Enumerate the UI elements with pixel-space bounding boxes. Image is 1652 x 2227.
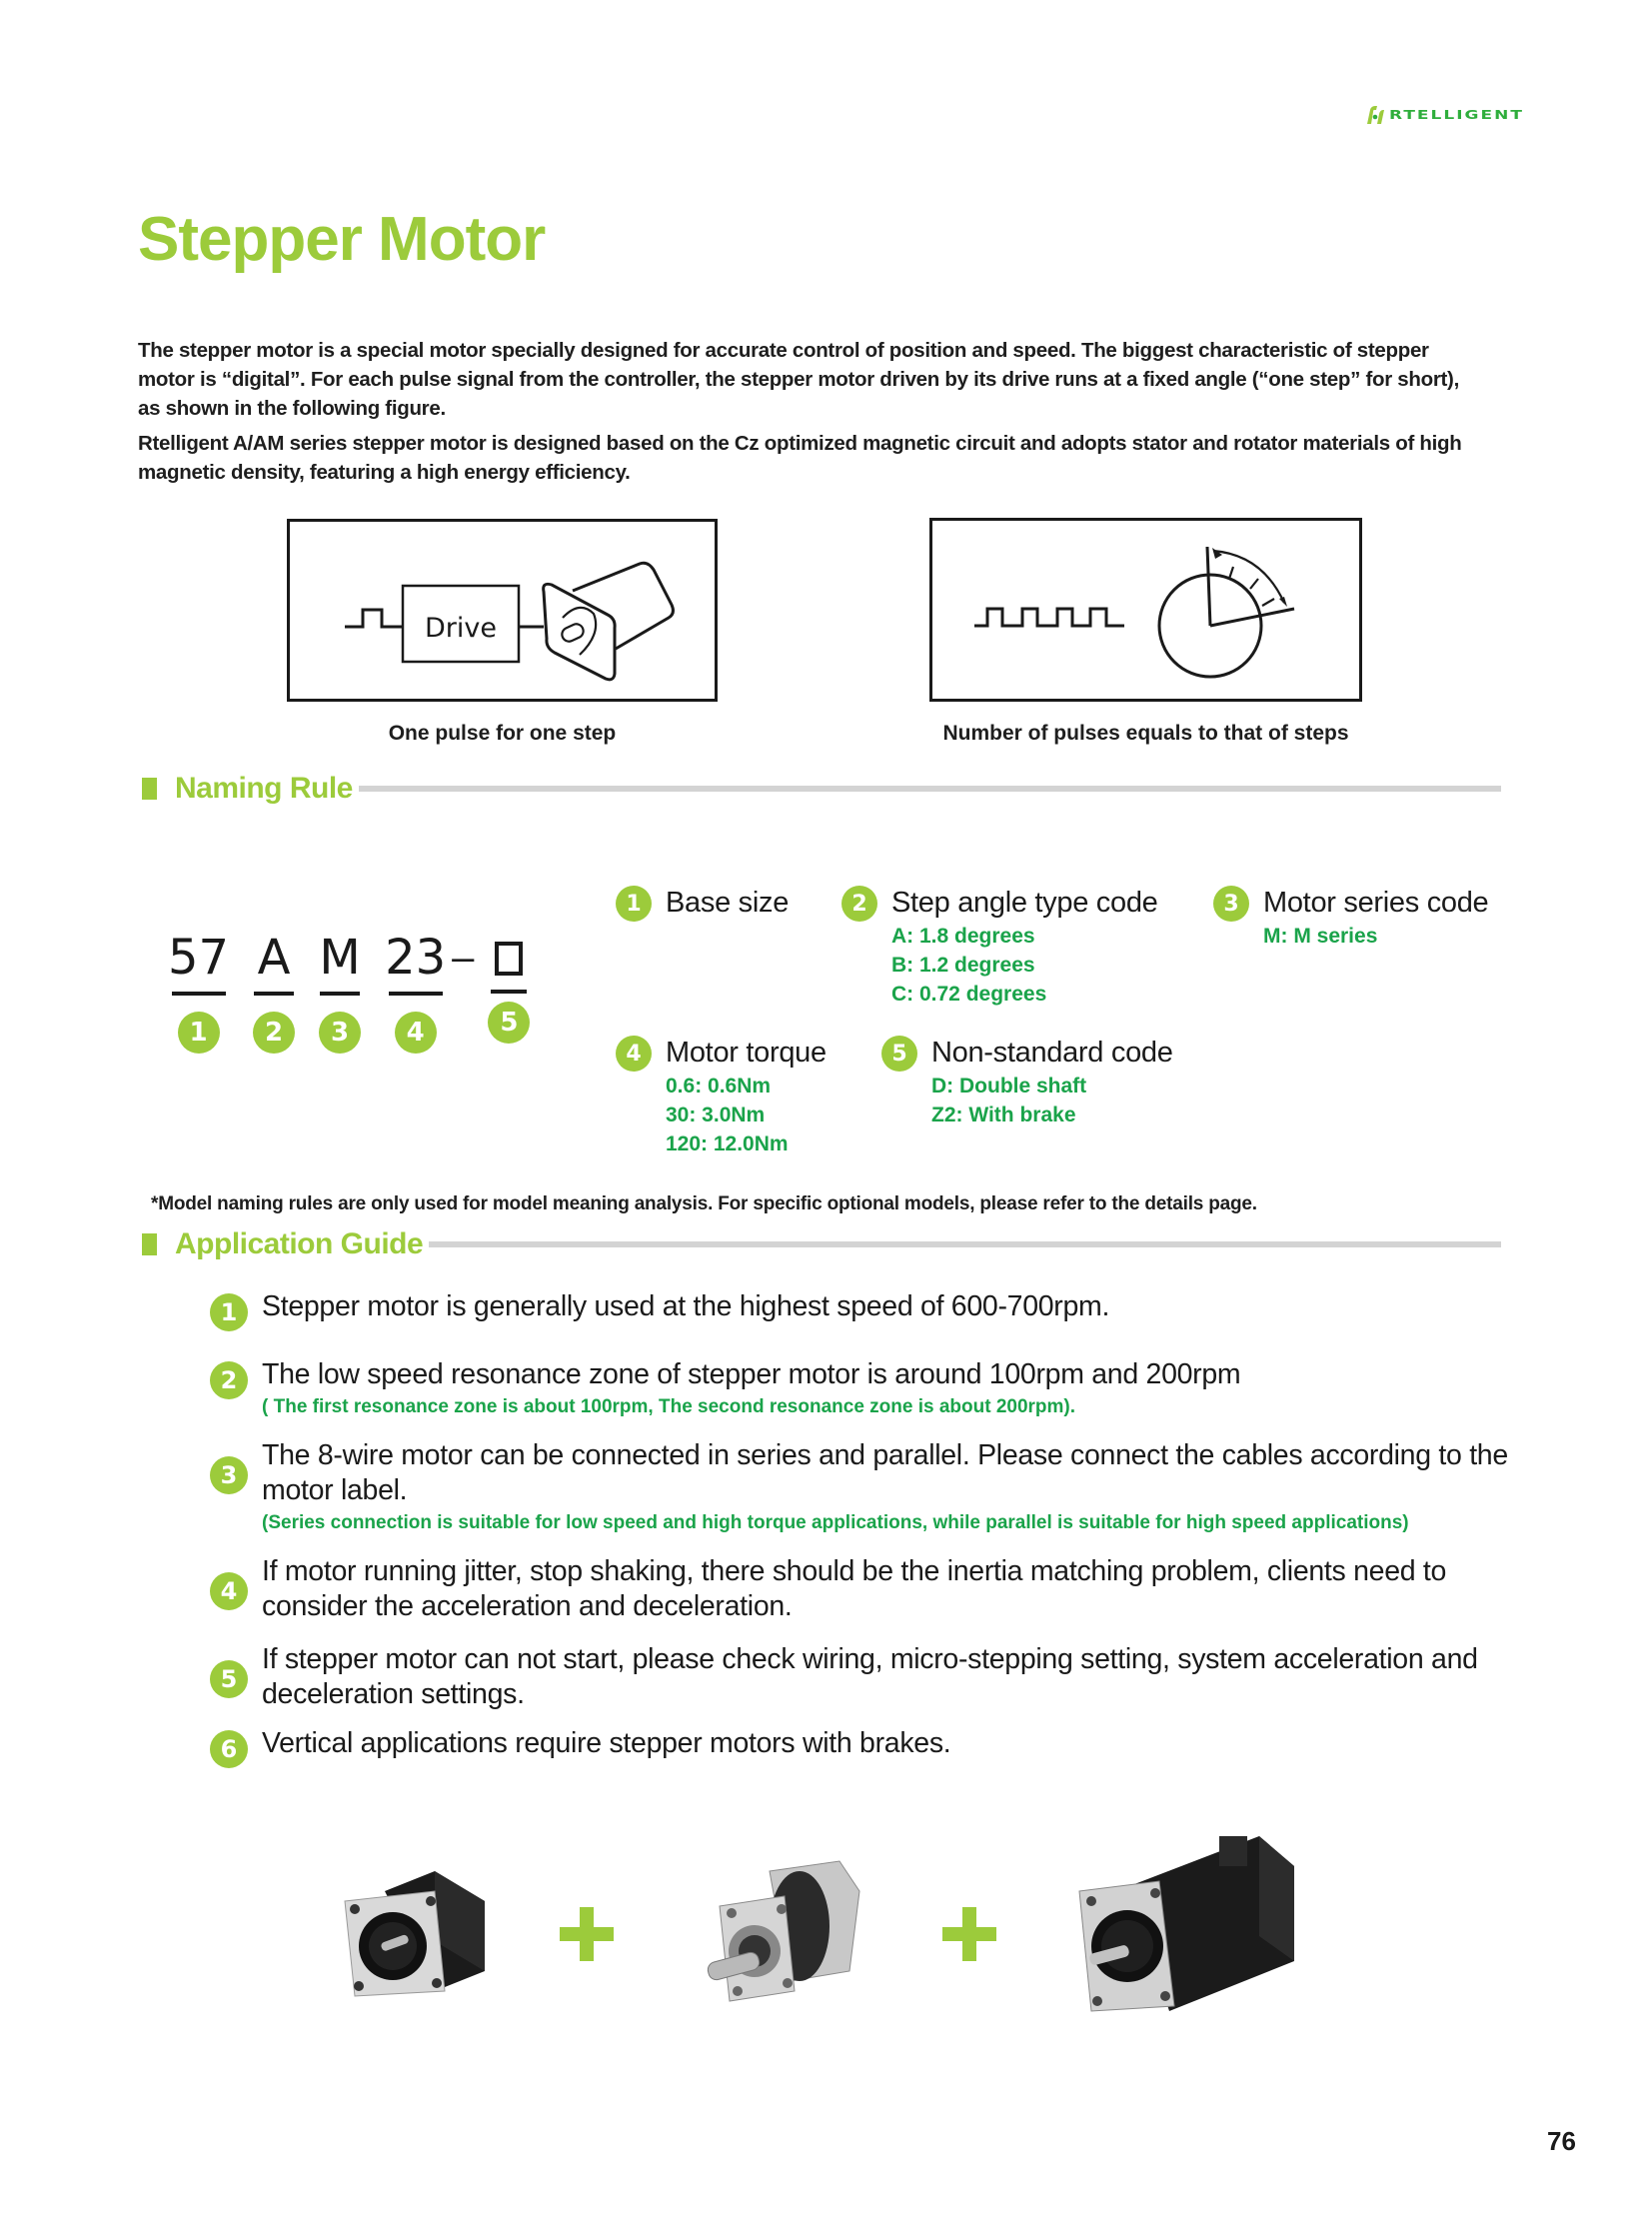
application-guide-list: [210, 1289, 1529, 1768]
code-text: 57: [168, 930, 230, 986]
brand-logo: [1363, 104, 1524, 126]
stepper-motor-image: [335, 1861, 495, 2001]
number-badge: 5: [210, 1660, 248, 1698]
legend-title: Motor torque: [666, 1037, 826, 1069]
number-badge: 1: [178, 1012, 220, 1054]
intro-text: [138, 336, 1477, 493]
code-segment-series: [319, 930, 361, 1054]
legend-option: 30: 3.0Nm: [666, 1104, 766, 1126]
section-header-application-guide: [142, 1227, 1501, 1261]
guide-text: The low speed resonance zone of stepper motor is around 100rpm and 200rpm: [262, 1358, 1241, 1390]
legend-option: 0.6: 0.6Nm: [666, 1075, 772, 1098]
intro-paragraph-2: Rtelligent A/AM series stepper motor is designed based on the Cz optimized magnetic circuit and adopts stator and rotator materials of high magnetic density, featuring a high energy efficiency.: [138, 432, 1462, 484]
code-segment-base-size: [168, 930, 229, 1054]
guide-item: [210, 1642, 1529, 1712]
figure-caption-1: One pulse for one step: [388, 722, 617, 745]
code-text: A: [257, 930, 291, 986]
guide-item: [210, 1357, 1529, 1422]
number-badge: 2: [210, 1361, 248, 1399]
intro-paragraph-1: The stepper motor is a special motor specially designed for accurate control of position and speed. The biggest characteristic of stepper motor is “digital”. For each pulse signal from the controller, the stepper motor driven by its drive runs at a fixed angle (“one step” for short), as shown in the following figure.: [138, 339, 1459, 420]
figure-pulse-steps: [929, 518, 1362, 702]
logo-text: RTELLIGENT: [1389, 107, 1524, 123]
drive-label: Drive: [425, 613, 497, 644]
legend-base-size: [616, 884, 789, 922]
legend-step-angle: [841, 884, 1157, 1009]
legend-option: B: 1.2 degrees: [891, 954, 1035, 977]
code-text: M: [319, 930, 361, 986]
code-segment-step-angle: [253, 930, 295, 1054]
single-pulse-icon: [345, 610, 403, 627]
code-segment-non-standard: [488, 930, 530, 1044]
model-code-example: [168, 930, 554, 1054]
number-badge: 4: [616, 1036, 652, 1072]
motor-icon: [544, 563, 674, 680]
legend-title: Base size: [666, 887, 790, 919]
legend-motor-torque: [616, 1034, 826, 1158]
number-badge: 5: [488, 1002, 530, 1044]
section-marker-icon: [142, 778, 157, 800]
code-text: 23: [385, 930, 447, 986]
guide-note: ( The first resonance zone is about 100rpm, The second resonance zone is about 200rpm).: [262, 1396, 1076, 1417]
plus-icon: [942, 1907, 996, 1961]
guide-text: Vertical applications require stepper motors with brakes.: [262, 1727, 951, 1759]
stepper-motor-with-brake-image: [1069, 1831, 1299, 2016]
guide-item: [210, 1726, 1529, 1768]
figure-pulse-drive: [287, 519, 718, 702]
figure-caption-2: Number of pulses equals to that of steps: [942, 722, 1349, 745]
number-badge: 5: [881, 1036, 917, 1072]
number-badge: 3: [210, 1456, 248, 1494]
code-segment-torque: [385, 930, 446, 1054]
guide-text: If motor running jitter, stop shaking, there should be the inertia matching problem, clients need to consider the acceleration and deceleration.: [262, 1555, 1447, 1622]
number-badge: 1: [616, 886, 652, 922]
legend-non-standard: [881, 1034, 1173, 1129]
guide-item: [210, 1289, 1529, 1331]
planetary-gearbox-image: [700, 1851, 869, 2011]
drive-diagram: [290, 522, 715, 699]
legend-title: Motor series code: [1263, 887, 1489, 919]
section-divider: [359, 786, 1501, 792]
legend-option: D: Double shaft: [931, 1075, 1087, 1098]
section-divider: [429, 1241, 1501, 1247]
code-dash: –: [452, 936, 475, 980]
logo-mark-icon: [1363, 104, 1385, 126]
code-underline: [320, 992, 360, 996]
pulse-train-icon: [974, 609, 1124, 626]
guide-note: (Series connection is suitable for low speed and high torque applications, while parallel is suitable for high speed applications): [262, 1512, 1409, 1533]
number-badge: 1: [210, 1293, 248, 1331]
code-underline: [491, 990, 527, 994]
code-underline: [172, 992, 226, 996]
page-title: Stepper Motor: [138, 205, 546, 274]
guide-text: If stepper motor can not start, please check wiring, micro-stepping setting, system acceleration and deceleration settings.: [262, 1643, 1478, 1710]
number-badge: 2: [253, 1012, 295, 1054]
number-badge: 2: [841, 886, 877, 922]
guide-item: [210, 1554, 1529, 1624]
number-badge: 3: [1213, 886, 1249, 922]
number-badge: 4: [210, 1572, 248, 1610]
legend-option: Z2: With brake: [931, 1104, 1076, 1126]
number-badge: 3: [319, 1012, 361, 1054]
code-underline: [389, 992, 443, 996]
guide-text: Stepper motor is generally used at the highest speed of 600-700rpm.: [262, 1290, 1110, 1322]
legend-title: Step angle type code: [891, 887, 1158, 919]
legend-motor-series: [1213, 884, 1488, 951]
steps-diagram: [932, 521, 1359, 699]
section-header-naming-rule: [142, 772, 1501, 806]
guide-text: The 8-wire motor can be connected in series and parallel. Please connect the cables according to the motor label.: [262, 1439, 1508, 1506]
naming-footnote: *Model naming rules are only used for model meaning analysis. For specific optional models, please refer to the details page.: [151, 1193, 1257, 1214]
section-title: Naming Rule: [175, 772, 353, 805]
legend-option: C: 0.72 degrees: [891, 983, 1047, 1006]
page-number: 76: [1547, 2126, 1576, 2156]
guide-item: [210, 1438, 1529, 1538]
legend-option: A: 1.8 degrees: [891, 925, 1035, 948]
number-badge: 6: [210, 1730, 248, 1768]
number-badge: 4: [395, 1012, 437, 1054]
plus-icon: [560, 1907, 614, 1961]
section-marker-icon: [142, 1233, 157, 1255]
placeholder-box-icon: [495, 942, 523, 976]
code-underline: [254, 992, 294, 996]
legend-option: 120: 12.0Nm: [666, 1132, 789, 1155]
section-title: Application Guide: [175, 1227, 424, 1260]
legend-title: Non-standard code: [931, 1037, 1173, 1069]
legend-option: M: M series: [1263, 925, 1378, 948]
